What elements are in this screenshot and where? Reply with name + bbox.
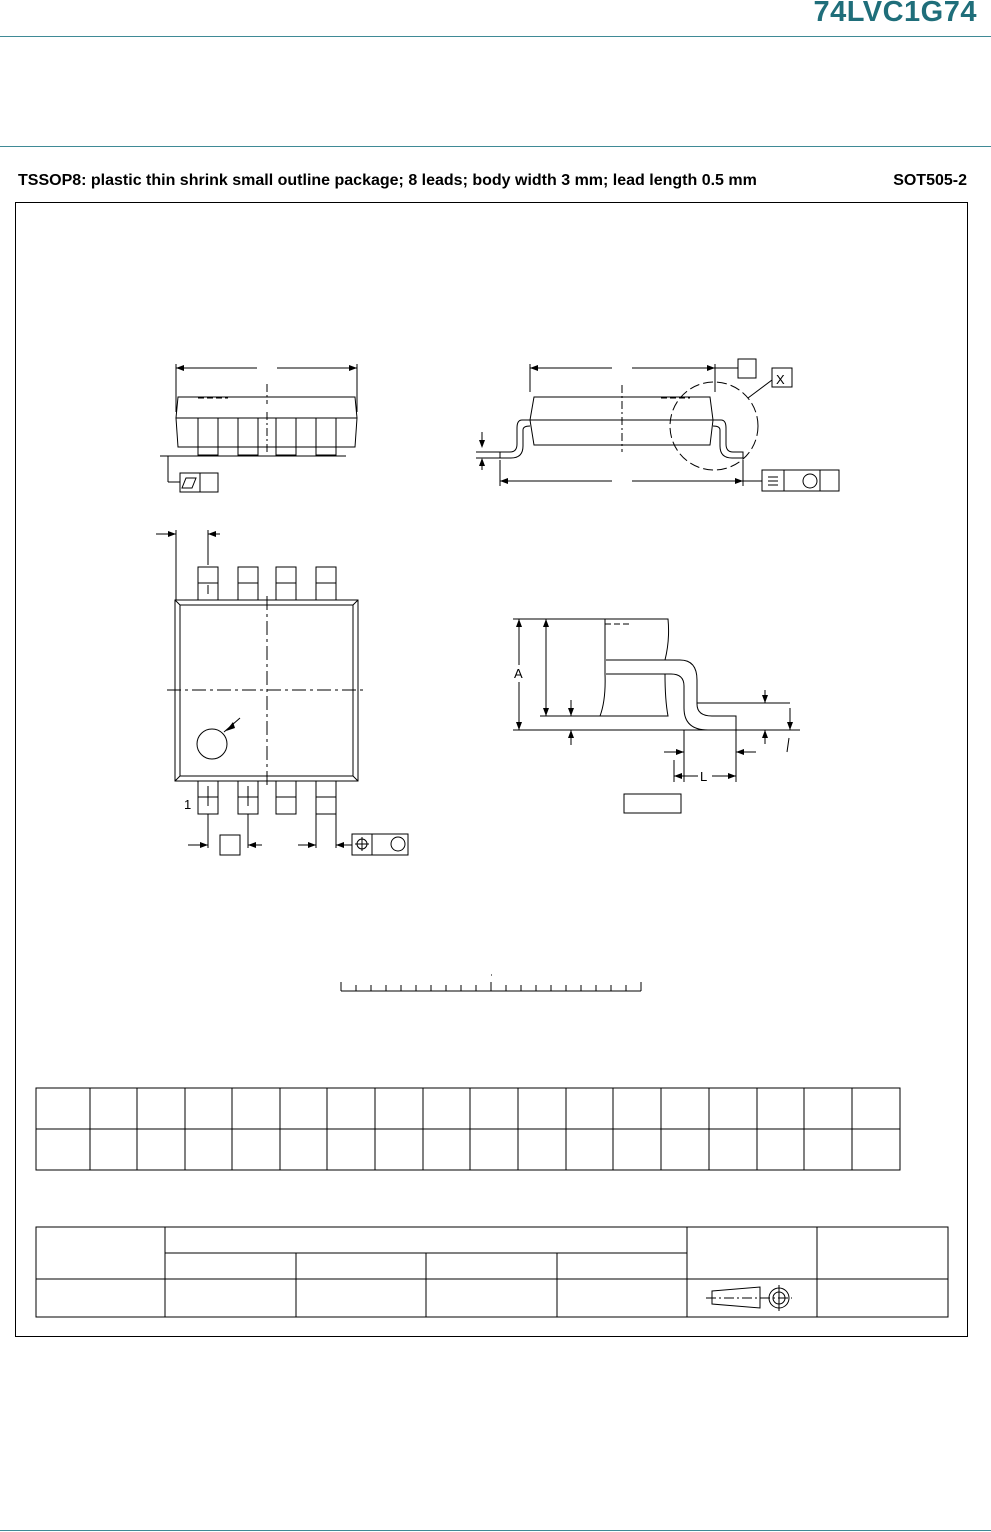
pin-1-label: 1 bbox=[184, 797, 192, 812]
dim-a-label: A bbox=[514, 666, 523, 681]
side-view bbox=[476, 359, 839, 491]
package-title: TSSOP8: plastic thin shrink small outline package; 8 leads; body width 3 mm; lead length 0.5 mm bbox=[18, 172, 757, 189]
front-view bbox=[160, 364, 357, 492]
header-part-number: 74LVC1G74 bbox=[813, 0, 977, 28]
scale-bar bbox=[341, 975, 641, 991]
detail-x-label: X bbox=[776, 372, 785, 387]
package-code: SOT505-2 bbox=[893, 172, 967, 189]
dim-l-label: L bbox=[700, 769, 708, 784]
detail-x-view bbox=[513, 619, 800, 813]
dimension-table bbox=[36, 1088, 900, 1170]
top-view bbox=[156, 530, 408, 855]
outline-version-table bbox=[36, 1227, 948, 1317]
